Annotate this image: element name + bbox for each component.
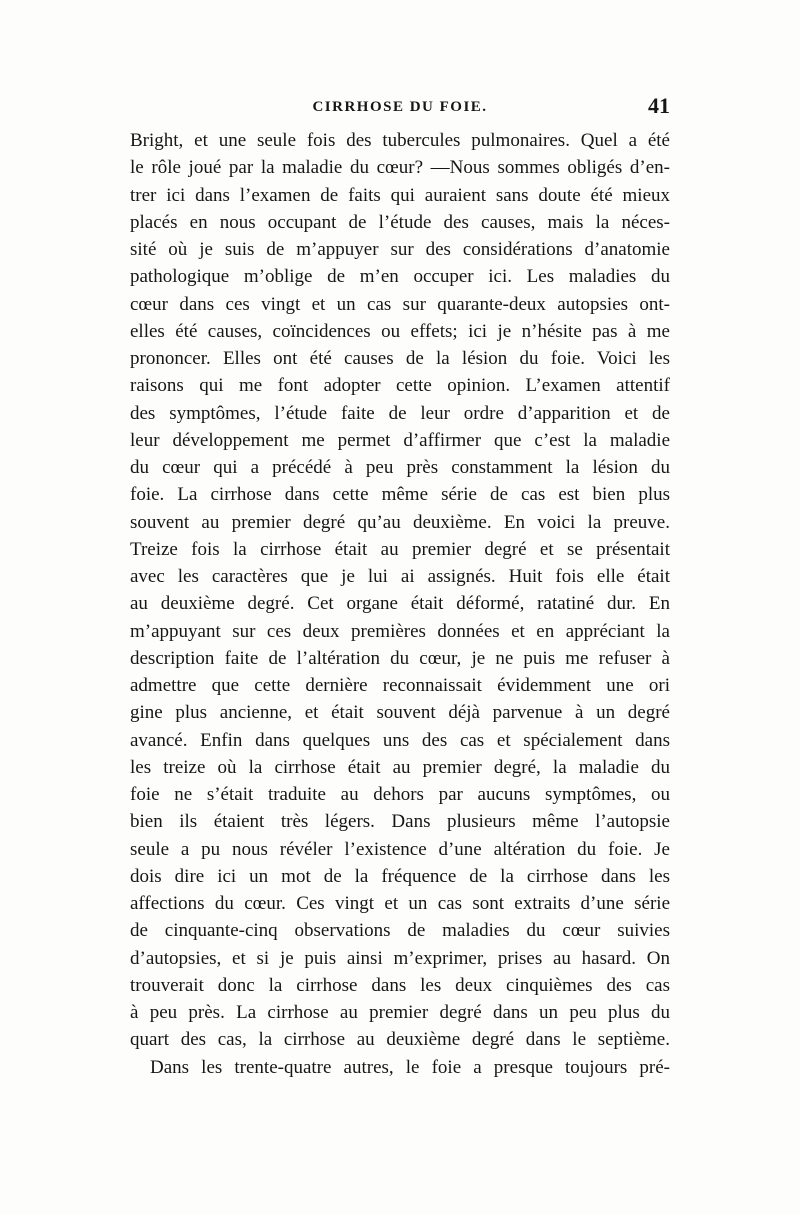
text-line: m’appuyant sur ces deux premières données et en appréciant la — [130, 620, 670, 642]
text-line: du cœur qui a précédé à peu près constamment la lésion du — [130, 457, 670, 478]
text-line: d’autopsies, et si je puis ainsi m’exprimer, prises au hasard. On — [130, 947, 670, 969]
text-line: souvent au premier degré qu’au deuxième. En voici la preuve. — [130, 511, 670, 533]
text-line: les treize où la cirrhose était au premier degré, la maladie du — [130, 756, 670, 778]
text-line: Dans les trente-quatre autres, le foie a presque toujours pré- — [150, 1056, 670, 1078]
text-line: prononcer. Elles ont été causes de la lésion du foie. Voici les — [130, 348, 670, 369]
text-line: Treize fois la cirrhose était au premier degré et se présentait — [130, 538, 670, 560]
text-line: quart des cas, la cirrhose au deuxième degré dans le septième. — [130, 1029, 670, 1051]
text-line: leur développement me permet d’affirmer que c’est la maladie — [130, 429, 670, 451]
text-line: admettre que cette dernière reconnaissait évidemment une ori — [130, 675, 670, 696]
text-line: trouverait donc la cirrhose dans les deux cinquièmes des cas — [130, 974, 670, 996]
text-line: à peu près. La cirrhose au premier degré dans un peu plus du — [130, 1002, 670, 1023]
text-line: foie ne s’était traduite au dehors par aucuns symptômes, ou — [130, 784, 670, 805]
text-line: le rôle joué par la maladie du cœur? —Nous sommes obligés d’en- — [130, 157, 670, 179]
text-line: sité où je suis de m’appuyer sur des considérations d’anatomie — [130, 239, 670, 260]
text-line: cœur dans ces vingt et un cas sur quarante-deux autopsies ont- — [130, 293, 670, 315]
text-line: foie. La cirrhose dans cette même série de cas est bien plus — [130, 484, 670, 506]
text-line: gine plus ancienne, et était souvent déjà parvenue à un degré — [130, 702, 670, 724]
running-title: CIRRHOSE DU FOIE. — [312, 99, 488, 115]
text-line: elles été causes, coïncidences ou effets; ici je n’hésite pas à me — [130, 320, 670, 342]
text-line: description faite de l’altération du cœur, je ne puis me refuser à — [130, 647, 670, 669]
text-line: bien ils étaient très légers. Dans plusieurs même l’autopsie — [130, 811, 670, 833]
running-head — [130, 93, 670, 121]
page-number: 41 — [648, 93, 670, 118]
text-line: dois dire ici un mot de la fréquence de la cirrhose dans les — [130, 865, 670, 887]
text-line: de cinquante-cinq observations de maladies du cœur suivies — [130, 920, 670, 942]
body-text — [130, 127, 670, 1081]
text-line: seule a pu nous révéler l’existence d’une altération du foie. Je — [130, 838, 670, 860]
text-line: trer ici dans l’examen de faits qui auraient sans doute été mieux — [130, 184, 670, 206]
text-line: Bright, et une seule fois des tubercules pulmonaires. Quel a été — [130, 130, 670, 151]
text-line: des symptômes, l’étude faite de leur ordre d’apparition et de — [130, 402, 670, 424]
text-line: pathologique m’oblige de m’en occuper ici. Les maladies du — [130, 266, 670, 288]
text-line: avec les caractères que je lui ai assignés. Huit fois elle était — [130, 566, 670, 587]
text-line: au deuxième degré. Cet organe était déformé, ratatiné dur. En — [130, 593, 670, 615]
text-line: affections du cœur. Ces vingt et un cas sont extraits d’une série — [130, 893, 670, 914]
text-line: avancé. Enfin dans quelques uns des cas et spécialement dans — [130, 729, 670, 751]
text-line: raisons qui me font adopter cette opinion. L’examen attentif — [130, 375, 670, 397]
text-line: placés en nous occupant de l’étude des causes, mais la néces- — [130, 211, 670, 233]
